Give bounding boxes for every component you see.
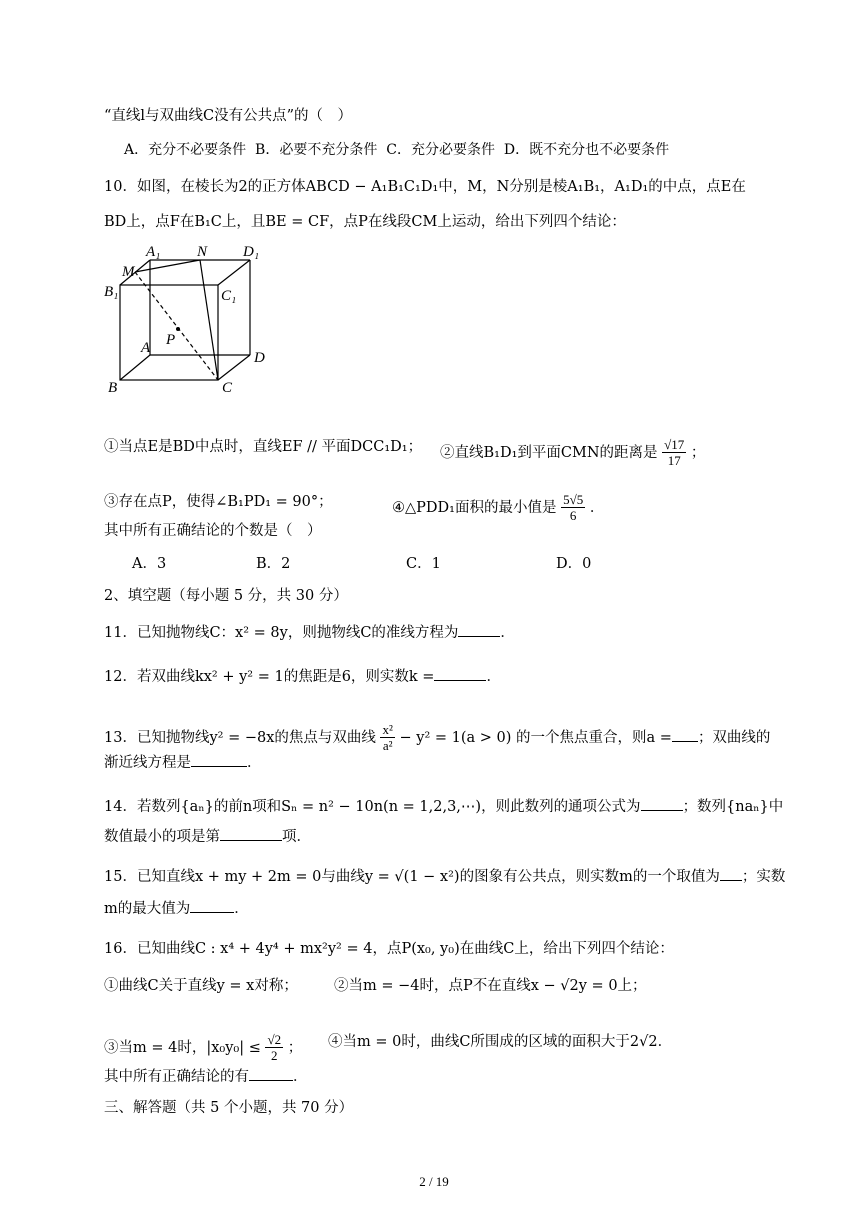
- q10-line1: 10．如图，在棱长为2的正方体ABCD − A₁B₁C₁D₁中，M，N分别是棱A₁B₁，A₁D₁的中点，点E在: [104, 179, 746, 195]
- q9-options: [124, 140, 669, 160]
- q10-conclusion-3: ③存在点P，使得∠B₁PD₁ = 90°；: [104, 494, 333, 510]
- q14-blank-formula: [641, 796, 683, 811]
- q10-option-c: C．1: [406, 556, 441, 572]
- q10-c2-text: ②直线B₁D₁到平面CMN的距离是: [440, 445, 658, 461]
- q10-option-d: D．0: [556, 556, 592, 572]
- q15-end: ．: [234, 901, 249, 917]
- label-b: B: [108, 380, 118, 396]
- q10-c4-text: ④△PDD₁面积的最小值是: [392, 500, 557, 516]
- q13-end: ．: [247, 755, 262, 771]
- q15-blank-max: [190, 898, 234, 913]
- q16-conclusion-3: [104, 1032, 302, 1063]
- q10-c2-fraction: [662, 437, 686, 468]
- q15-line1-a: 15．已知直线x + my + 2m = 0与曲线y = √(1 − x²)的图象有公共点，则实数m的一个取值为: [104, 869, 720, 885]
- point-p-dot: [176, 327, 180, 331]
- q16-conclusion-1: ①曲线C关于直线y = x对称；: [104, 978, 298, 994]
- q14-end: 项．: [282, 829, 311, 845]
- label-d: D: [254, 350, 265, 366]
- q13-post2: ；双曲线的: [697, 730, 771, 746]
- q13-line2: [104, 752, 262, 773]
- q14-line2-text: 数值最小的项是第: [104, 829, 220, 845]
- label-d1: D₁: [243, 244, 260, 260]
- q13-blank-asymptote: [191, 752, 247, 767]
- q12-text: 12．若双曲线kx² + y² = 1的焦距是6，则实数k =: [104, 669, 435, 685]
- q10-c4-den: 6: [569, 508, 577, 523]
- q10-option-a: A．3: [132, 556, 167, 572]
- cube-figure: [100, 240, 280, 400]
- q15-blank-value: [720, 866, 742, 881]
- page-number: 2 / 19: [419, 1174, 449, 1189]
- q15-line1: [104, 866, 785, 887]
- q10-c4-fraction: [561, 492, 585, 523]
- label-b1: B₁: [104, 284, 119, 300]
- q10-c2-den: 17: [667, 453, 681, 468]
- q9-option-a: A．充分不必要条件: [124, 142, 247, 158]
- q16-c3-den: 2: [271, 1048, 278, 1063]
- q10-c2-num: √17: [664, 437, 685, 452]
- q15-line1-b: ；实数: [741, 869, 786, 885]
- label-n: N: [197, 244, 208, 260]
- label-a1: A₁: [146, 244, 161, 260]
- q12-end: ．: [486, 669, 501, 685]
- q16-blank: [249, 1066, 293, 1081]
- label-c1: C₁: [221, 288, 237, 304]
- q14-line1: [104, 796, 783, 817]
- q10-line2: BD上，点F在B₁C上，且BE = CF，点P在线段CM上运动，给出下列四个结论：: [104, 214, 626, 230]
- q13-frac-num: x²: [382, 722, 393, 737]
- q16-c3-fraction: [265, 1032, 283, 1063]
- q9-option-c: C．充分必要条件: [386, 142, 495, 158]
- q16-c3-end: ；: [287, 1040, 303, 1056]
- q14-line2: [104, 826, 311, 847]
- q10-conclusion-4: [392, 492, 604, 523]
- q10-c4-num: 5√5: [563, 492, 584, 507]
- q14-blank-term: [220, 826, 282, 841]
- q10-ask: 其中所有正确结论的个数是（ ）: [104, 523, 322, 539]
- q13-blank-a: [672, 727, 698, 742]
- q16-line1: 16．已知曲线C : x⁴ + 4y⁴ + mx²y² = 4，点P(x₀, y₀)在曲线C上，给出下列四个结论：: [104, 941, 674, 957]
- q13-frac-den: a²: [382, 738, 393, 753]
- q11-blank: [458, 622, 500, 637]
- q16-ask: [104, 1066, 308, 1087]
- q16-conclusion-4: ④当m = 0时，曲线C所围成的区域的面积大于2√2．: [328, 1034, 673, 1050]
- q13-fraction: [380, 722, 394, 753]
- q10-c4-end: ．: [589, 500, 605, 516]
- q13-pre: 13．已知抛物线y² = −8x的焦点与双曲线: [104, 730, 376, 746]
- q16-end: ．: [293, 1069, 308, 1085]
- label-c: C: [222, 380, 233, 396]
- q16-c3-num: √2: [267, 1032, 282, 1047]
- q9-tail: “直线l与双曲线C没有公共点”的（ ）: [104, 108, 353, 124]
- q13-line1: [104, 722, 770, 753]
- q16-conclusion-2: ②当m = −4时，点P不在直线x − √2y = 0上；: [334, 978, 647, 994]
- label-a: A: [141, 340, 151, 356]
- q9-option-b: B．必要不充分条件: [255, 142, 378, 158]
- q15-line2-text: m的最大值为: [104, 901, 191, 917]
- q16-ask-text: 其中所有正确结论的有: [104, 1069, 249, 1085]
- q13-line2-text: 渐近线方程是: [104, 755, 191, 771]
- label-p: P: [166, 332, 176, 348]
- q13-post: 的一个焦点重合，则a =: [516, 730, 672, 746]
- q11-end: ．: [500, 625, 515, 641]
- q16-c3-text: ③当m = 4时，|x₀y₀| ≤: [104, 1040, 261, 1056]
- q10-conclusion-1: ①当点E是BD中点时，直线EF // 平面DCC₁D₁；: [104, 439, 423, 455]
- q11-text: 11．已知抛物线C：x² = 8y，则抛物线C的准线方程为: [104, 625, 459, 641]
- q14-line1-b: ；数列{naₙ}中: [682, 799, 784, 815]
- q14-line1-a: 14．若数列{aₙ}的前n项和Sₙ = n² − 10n(n = 1,2,3,⋯)，则此数列的通项公式为: [104, 799, 641, 815]
- q10-c2-end: ；: [690, 445, 706, 461]
- section-3-heading: 三、解答题（共 5 个小题，共 70 分）: [104, 1100, 354, 1116]
- q12-blank: [434, 666, 486, 681]
- q13-mid: − y² = 1(a > 0): [399, 730, 512, 746]
- q9-option-d: D．既不充分也不必要条件: [503, 142, 670, 158]
- q11: [104, 622, 515, 643]
- q12: [104, 666, 501, 687]
- label-m: M: [122, 264, 135, 280]
- q15-line2: [104, 898, 249, 919]
- q10-conclusion-2: [440, 437, 705, 468]
- q10-option-b: B．2: [256, 556, 291, 572]
- section-2-heading: 2、填空题（每小题 5 分，共 30 分）: [104, 588, 348, 604]
